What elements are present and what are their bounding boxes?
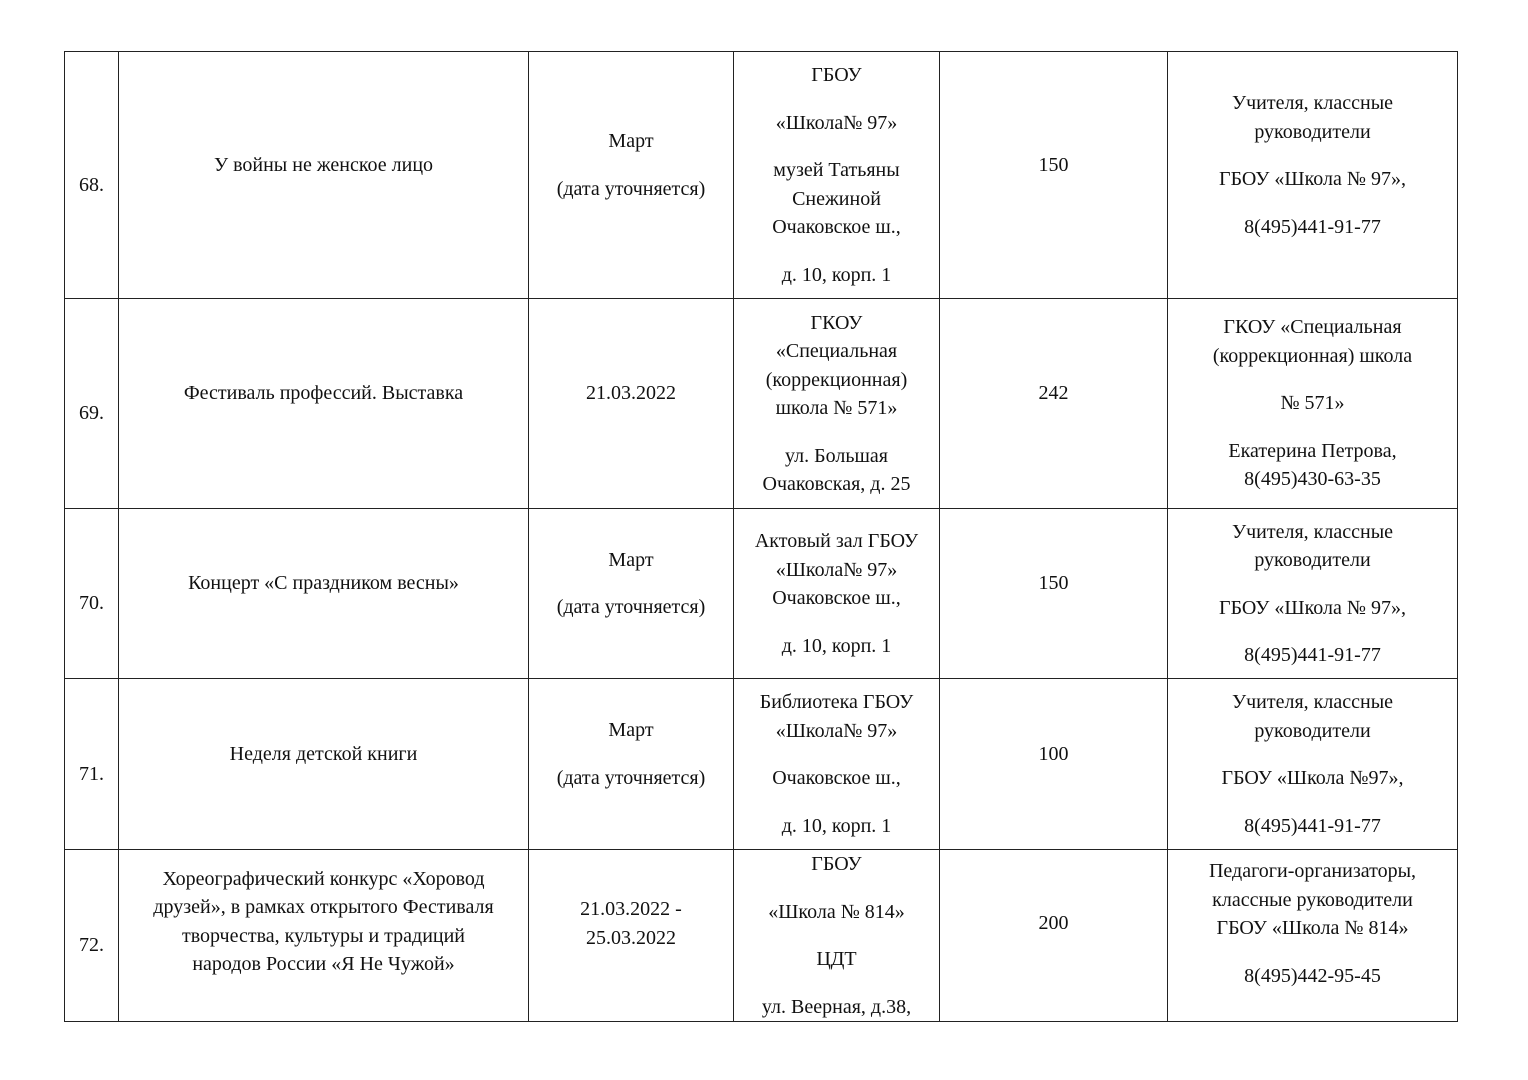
event-date-cell bbox=[529, 299, 734, 509]
responsible-cell bbox=[1168, 299, 1458, 509]
row-number-cell bbox=[65, 850, 119, 1022]
row-number-cell bbox=[65, 679, 119, 850]
table-row bbox=[65, 299, 1458, 509]
event-place-cell bbox=[734, 850, 940, 1022]
event-place-line: ул. Веерная, д.38, bbox=[761, 995, 912, 1018]
event-date-line: (дата уточняется) bbox=[556, 177, 706, 200]
responsible-cell bbox=[1168, 509, 1458, 679]
event-place-cell bbox=[734, 509, 940, 679]
participants-count-cell bbox=[940, 509, 1168, 679]
event-place-line: д. 10, корп. 1 bbox=[781, 814, 892, 837]
event-place-line: «Школа№ 97» bbox=[775, 558, 898, 581]
event-title-line: Фестиваль профессий. Выставка bbox=[183, 382, 464, 405]
responsible-line: № 571» bbox=[1280, 392, 1345, 415]
event-place-line: школа № 571» bbox=[775, 397, 898, 419]
event-title-line: Неделя детской книги bbox=[229, 742, 418, 765]
responsible-line: руководители bbox=[1254, 549, 1371, 571]
table-row bbox=[65, 509, 1458, 679]
row-number: 68. bbox=[79, 173, 104, 196]
event-place-line: Очаковское ш., bbox=[772, 767, 901, 789]
responsible-line: ГБОУ «Школа №97», bbox=[1221, 767, 1404, 789]
events-table bbox=[64, 51, 1458, 1022]
event-title-cell bbox=[119, 509, 529, 679]
participants-count: 100 bbox=[1038, 742, 1069, 765]
event-date-cell bbox=[529, 52, 734, 299]
event-place-line: д. 10, корп. 1 bbox=[781, 634, 892, 657]
participants-count-cell bbox=[940, 679, 1168, 850]
row-number-cell bbox=[65, 52, 119, 299]
responsible-line: Екатерина Петрова, bbox=[1228, 439, 1397, 462]
participants-count-cell bbox=[940, 52, 1168, 299]
event-place-cell bbox=[734, 299, 940, 509]
event-place-line: (коррекционная) bbox=[765, 368, 908, 391]
event-place-line: музей Татьяны bbox=[773, 159, 900, 181]
event-place-line: д. 10, корп. 1 bbox=[781, 263, 892, 286]
event-date-line: (дата уточняется) bbox=[556, 766, 706, 789]
participants-count: 150 bbox=[1038, 572, 1069, 595]
event-title-cell bbox=[119, 52, 529, 299]
responsible-cell bbox=[1168, 679, 1458, 850]
row-number-cell bbox=[65, 299, 119, 509]
responsible-line: (коррекционная) школа bbox=[1212, 344, 1413, 367]
event-place-line: Очаковская, д. 25 bbox=[762, 473, 911, 495]
event-date-line: 21.03.2022 - bbox=[580, 898, 682, 920]
responsible-line: руководители bbox=[1254, 120, 1371, 143]
responsible-line: Педагоги-организаторы, bbox=[1208, 860, 1417, 882]
responsible-line: руководители bbox=[1254, 719, 1371, 742]
event-title-line: Концерт «С праздником весны» bbox=[188, 572, 459, 595]
event-title-line: У войны не женское лицо bbox=[213, 153, 434, 176]
event-place-line: ГБОУ bbox=[811, 64, 862, 86]
event-title-line: Хореографический конкурс «Хоровод bbox=[162, 867, 485, 890]
event-place-line: Актовый зал ГБОУ bbox=[754, 530, 919, 552]
event-title-line: творчества, культуры и традиций bbox=[181, 924, 466, 947]
event-date-line: Март bbox=[608, 719, 654, 741]
event-place-line: «Школа № 814» bbox=[768, 900, 905, 923]
event-place-line: Снежиной bbox=[792, 187, 881, 210]
responsible-line: ГБОУ «Школа № 814» bbox=[1216, 917, 1409, 939]
event-place-line: «Школа№ 97» bbox=[775, 719, 898, 742]
responsible-line: ГКОУ «Специальная bbox=[1223, 316, 1402, 339]
responsible-cell bbox=[1168, 850, 1458, 1022]
responsible-line: ГБОУ «Школа № 97», bbox=[1219, 596, 1406, 619]
event-date-cell bbox=[529, 509, 734, 679]
participants-count-cell bbox=[940, 299, 1168, 509]
responsible-line: классные руководители bbox=[1212, 888, 1413, 911]
table-row bbox=[65, 52, 1458, 299]
responsible-line: Учителя, классные bbox=[1231, 520, 1394, 543]
event-title-cell bbox=[119, 299, 529, 509]
event-place-cell bbox=[734, 679, 940, 850]
event-place-line: ГКОУ bbox=[810, 311, 863, 334]
event-place-line: Очаковское ш., bbox=[772, 587, 901, 609]
row-number: 70. bbox=[79, 592, 104, 615]
event-title-line: друзей», в рамках открытого Фестиваля bbox=[153, 896, 494, 918]
row-number: 72. bbox=[79, 934, 104, 957]
event-place-line: «Школа№ 97» bbox=[775, 111, 898, 134]
responsible-line: 8(495)442-95-45 bbox=[1244, 964, 1381, 987]
event-date-line: Март bbox=[608, 130, 654, 152]
event-place-line: ул. Большая bbox=[785, 444, 888, 467]
event-place-cell bbox=[734, 52, 940, 299]
participants-count: 200 bbox=[1038, 912, 1069, 935]
event-title-line: народов России «Я Не Чужой» bbox=[192, 953, 455, 975]
event-date-line: 25.03.2022 bbox=[586, 926, 676, 949]
event-date-cell bbox=[529, 850, 734, 1022]
responsible-line: 8(495)441-91-77 bbox=[1244, 644, 1381, 666]
event-place-line: ЦДТ bbox=[816, 948, 857, 970]
event-place-line: ГБОУ bbox=[811, 853, 862, 875]
responsible-line: 8(495)441-91-77 bbox=[1244, 215, 1381, 238]
row-number: 71. bbox=[79, 762, 104, 785]
row-number: 69. bbox=[79, 402, 104, 425]
responsible-line: 8(495)430-63-35 bbox=[1244, 468, 1381, 491]
table-row bbox=[65, 850, 1458, 1022]
participants-count: 242 bbox=[1038, 382, 1069, 405]
responsible-line: 8(495)441-91-77 bbox=[1244, 814, 1381, 837]
responsible-cell bbox=[1168, 52, 1458, 299]
event-date-line: (дата уточняется) bbox=[556, 596, 706, 618]
event-date-line: 21.03.2022 bbox=[586, 382, 676, 405]
responsible-line: Учителя, классные bbox=[1231, 92, 1394, 114]
event-place-line: Очаковское ш., bbox=[772, 216, 901, 238]
event-title-cell bbox=[119, 850, 529, 1022]
table-row bbox=[65, 679, 1458, 850]
responsible-line: Учителя, классные bbox=[1231, 691, 1394, 713]
participants-count-cell bbox=[940, 850, 1168, 1022]
event-title-cell bbox=[119, 679, 529, 850]
event-date-line: Март bbox=[608, 548, 654, 571]
row-number-cell bbox=[65, 509, 119, 679]
event-place-line: «Специальная bbox=[775, 340, 898, 362]
participants-count: 150 bbox=[1038, 153, 1069, 176]
event-place-line: Библиотека ГБОУ bbox=[759, 691, 914, 713]
event-date-cell bbox=[529, 679, 734, 850]
responsible-line: ГБОУ «Школа № 97», bbox=[1219, 168, 1406, 190]
